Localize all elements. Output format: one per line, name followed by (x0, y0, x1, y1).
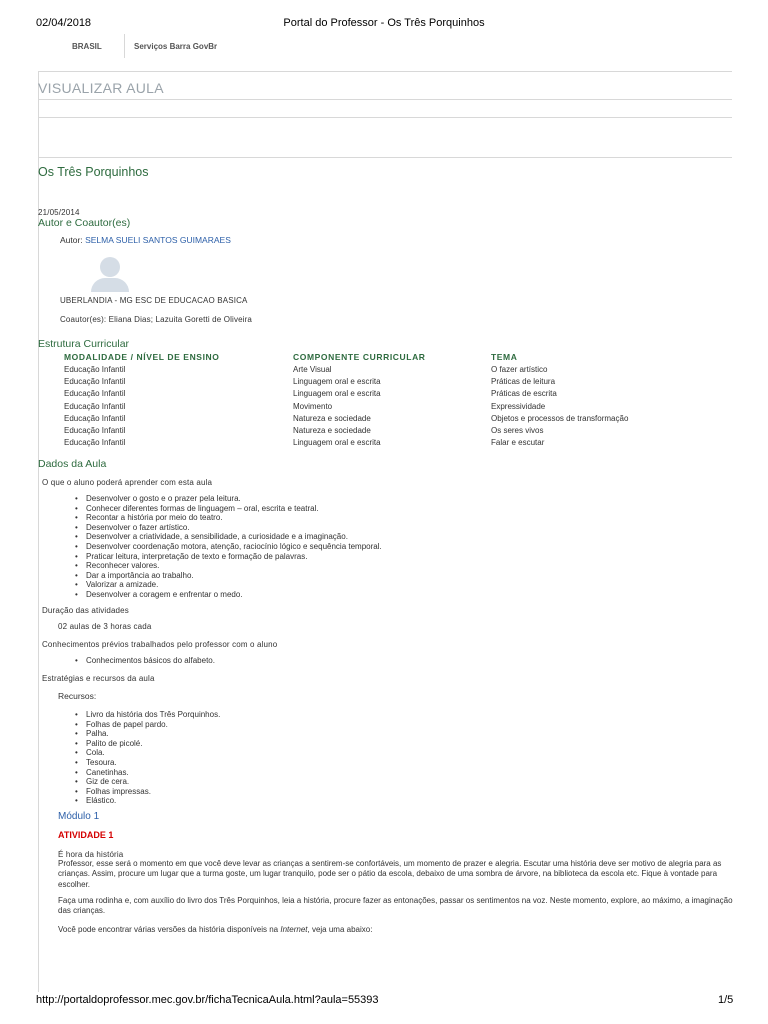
resources-list (72, 710, 220, 806)
cell-componente: Linguagem oral e escrita (293, 389, 381, 399)
lesson-date: 21/05/2014 (38, 208, 80, 217)
page-heading: VISUALIZAR AULA (38, 80, 164, 96)
heading-rule (38, 99, 732, 100)
col-modalidade: MODALIDADE / NÍVEL DE ENSINO (64, 352, 220, 362)
paragraph-3-start: Você pode encontrar várias versões da história disponíveis na (58, 925, 281, 934)
paragraph-1: Professor, esse será o momento em que você deve levar as crianças a sentirem-se confortáveis, um momento de prazer e alegria. Escutar uma história deve ser motivo de alegria para as crianças. Assim, procure um lugar que a turma goste, um lugar tranquilo, pode ser o pátio da escola, debaixo de uma sombra de árvore, na biblioteca da escola etc. Fique à vontade para escolher. (58, 859, 722, 889)
cell-tema: Práticas de leitura (491, 377, 556, 387)
list-item: • Desenvolver a criatividade, a sensibilidade, a curiosidade e a imaginação. (72, 532, 382, 542)
objectives-list (72, 494, 382, 600)
cell-componente: Natureza e sociedade (293, 413, 371, 423)
duration-value: 02 aulas de 3 horas cada (58, 622, 152, 631)
list-item: • Folhas de papel pardo. (72, 720, 220, 730)
list-item: • Reconhecer valores. (72, 561, 382, 571)
cell-modalidade: Educação Infantil (64, 426, 126, 435)
col-componente: COMPONENTE CURRICULAR (293, 352, 426, 362)
cell-modalidade: Educação Infantil (64, 377, 126, 387)
list-item: • Desenvolver o fazer artístico. (72, 523, 382, 533)
list-item: • Cola. (72, 748, 220, 758)
duration-label: Duração das atividades (42, 606, 129, 615)
cell-tema: Os seres vivos (491, 426, 544, 435)
paragraph-2: Faça uma rodinha e, com auxílio do livro dos Três Porquinhos, leia a história, procure fazer as entonações, passar os sentimentos na voz. Neste momento, explore, ao máximo, a imaginação das crianças. (58, 896, 733, 916)
print-page-number: 1/5 (718, 994, 734, 1006)
story-time-title: É hora da história (58, 850, 124, 859)
cell-tema: Falar e escutar (491, 438, 545, 448)
paragraph-3-end: , veja uma abaixo: (307, 925, 373, 934)
list-item: • Recontar a história por meio do teatro. (72, 513, 382, 523)
module-title: Módulo 1 (58, 811, 100, 822)
objectives-label: O que o aluno poderá aprender com esta aula (42, 478, 213, 487)
internet-term: Internet (280, 925, 308, 934)
print-url: http://portaldoprofessor.mec.gov.br/fichaTecnicaAula.html?aula=55393 (36, 994, 379, 1006)
list-item: • Elástico. (72, 796, 220, 806)
list-item: • Giz de cera. (72, 777, 220, 787)
list-item: • Praticar leitura, interpretação de texto e formação de palavras. (72, 552, 382, 562)
list-item: • Desenvolver o gosto e o prazer pela leitura. (72, 494, 382, 504)
activity-title: ATIVIDADE 1 (58, 830, 114, 840)
gov-bar-rule (38, 71, 732, 72)
gov-services-link[interactable]: Serviços Barra GovBr (134, 42, 218, 51)
coauthors: Coautor(es): Eliana Dias; Lazuita Goretti de Oliveira (60, 315, 253, 324)
curriculum-heading: Estrutura Curricular (38, 338, 130, 350)
list-item: • Desenvolver a coragem e enfrentar o medo. (72, 590, 382, 600)
cell-modalidade: Educação Infantil (64, 389, 126, 399)
prior-knowledge-label: Conhecimentos prévios trabalhados pelo professor com o aluno (42, 640, 278, 649)
author-label: Autor: (60, 235, 83, 245)
col-tema: TEMA (491, 352, 518, 362)
gov-bar-divider (124, 34, 125, 58)
author-name-link[interactable]: SELMA SUELI SANTOS GUIMARAES (85, 235, 231, 245)
prior-knowledge-list (72, 656, 215, 666)
cell-componente: Linguagem oral e escrita (293, 377, 381, 387)
cell-modalidade: Educação Infantil (64, 401, 126, 411)
dados-heading: Dados da Aula (38, 458, 107, 470)
authors-heading: Autor e Coautor(es) (38, 217, 131, 229)
cell-tema: Práticas de escrita (491, 389, 557, 399)
cell-tema: Expressividade (491, 401, 546, 411)
avatar-body (91, 278, 129, 292)
cell-componente: Arte Visual (293, 365, 332, 374)
paragraph-3 (58, 925, 734, 935)
gov-brasil-link[interactable]: BRASIL (72, 42, 102, 51)
list-item: • Desenvolver coordenação motora, atenção, raciocínio lógico e sequência temporal. (72, 542, 382, 552)
institution: UBERLANDIA - MG ESC DE EDUCACAO BASICA (60, 296, 248, 305)
list-item: • Folhas impressas. (72, 787, 220, 797)
list-item: • Tesoura. (72, 758, 220, 768)
strategies-label: Estratégias e recursos da aula (42, 674, 155, 683)
list-item: • Conhecer diferentes formas de linguagem – oral, escrita e teatral. (72, 504, 382, 514)
section-rule-2 (38, 157, 732, 158)
cell-componente: Linguagem oral e escrita (293, 438, 381, 448)
cell-componente: Natureza e sociedade (293, 426, 371, 435)
cell-tema: Objetos e processos de transformação (491, 413, 629, 423)
resources-label: Recursos: (58, 691, 97, 701)
list-item: • Valorizar a amizade. (72, 580, 382, 590)
section-rule-1 (38, 117, 732, 118)
list-item: • Palito de picolé. (72, 739, 220, 749)
cell-modalidade: Educação Infantil (64, 413, 126, 423)
list-item: • Palha. (72, 729, 220, 739)
avatar-head (100, 257, 120, 277)
print-page-title: Portal do Professor - Os Três Porquinhos (283, 17, 485, 29)
cell-componente: Movimento (293, 401, 333, 411)
list-item: • Conhecimentos básicos do alfabeto. (72, 656, 215, 666)
list-item: • Dar a importância ao trabalho. (72, 571, 382, 581)
list-item: • Livro da história dos Três Porquinhos. (72, 710, 220, 720)
cell-modalidade: Educação Infantil (64, 438, 126, 448)
lesson-title: Os Três Porquinhos (38, 165, 149, 179)
cell-modalidade: Educação Infantil (64, 365, 126, 374)
author-row (60, 235, 231, 245)
cell-tema: O fazer artístico (491, 365, 548, 374)
list-item: • Canetinhas. (72, 768, 220, 778)
print-date: 02/04/2018 (36, 17, 92, 29)
